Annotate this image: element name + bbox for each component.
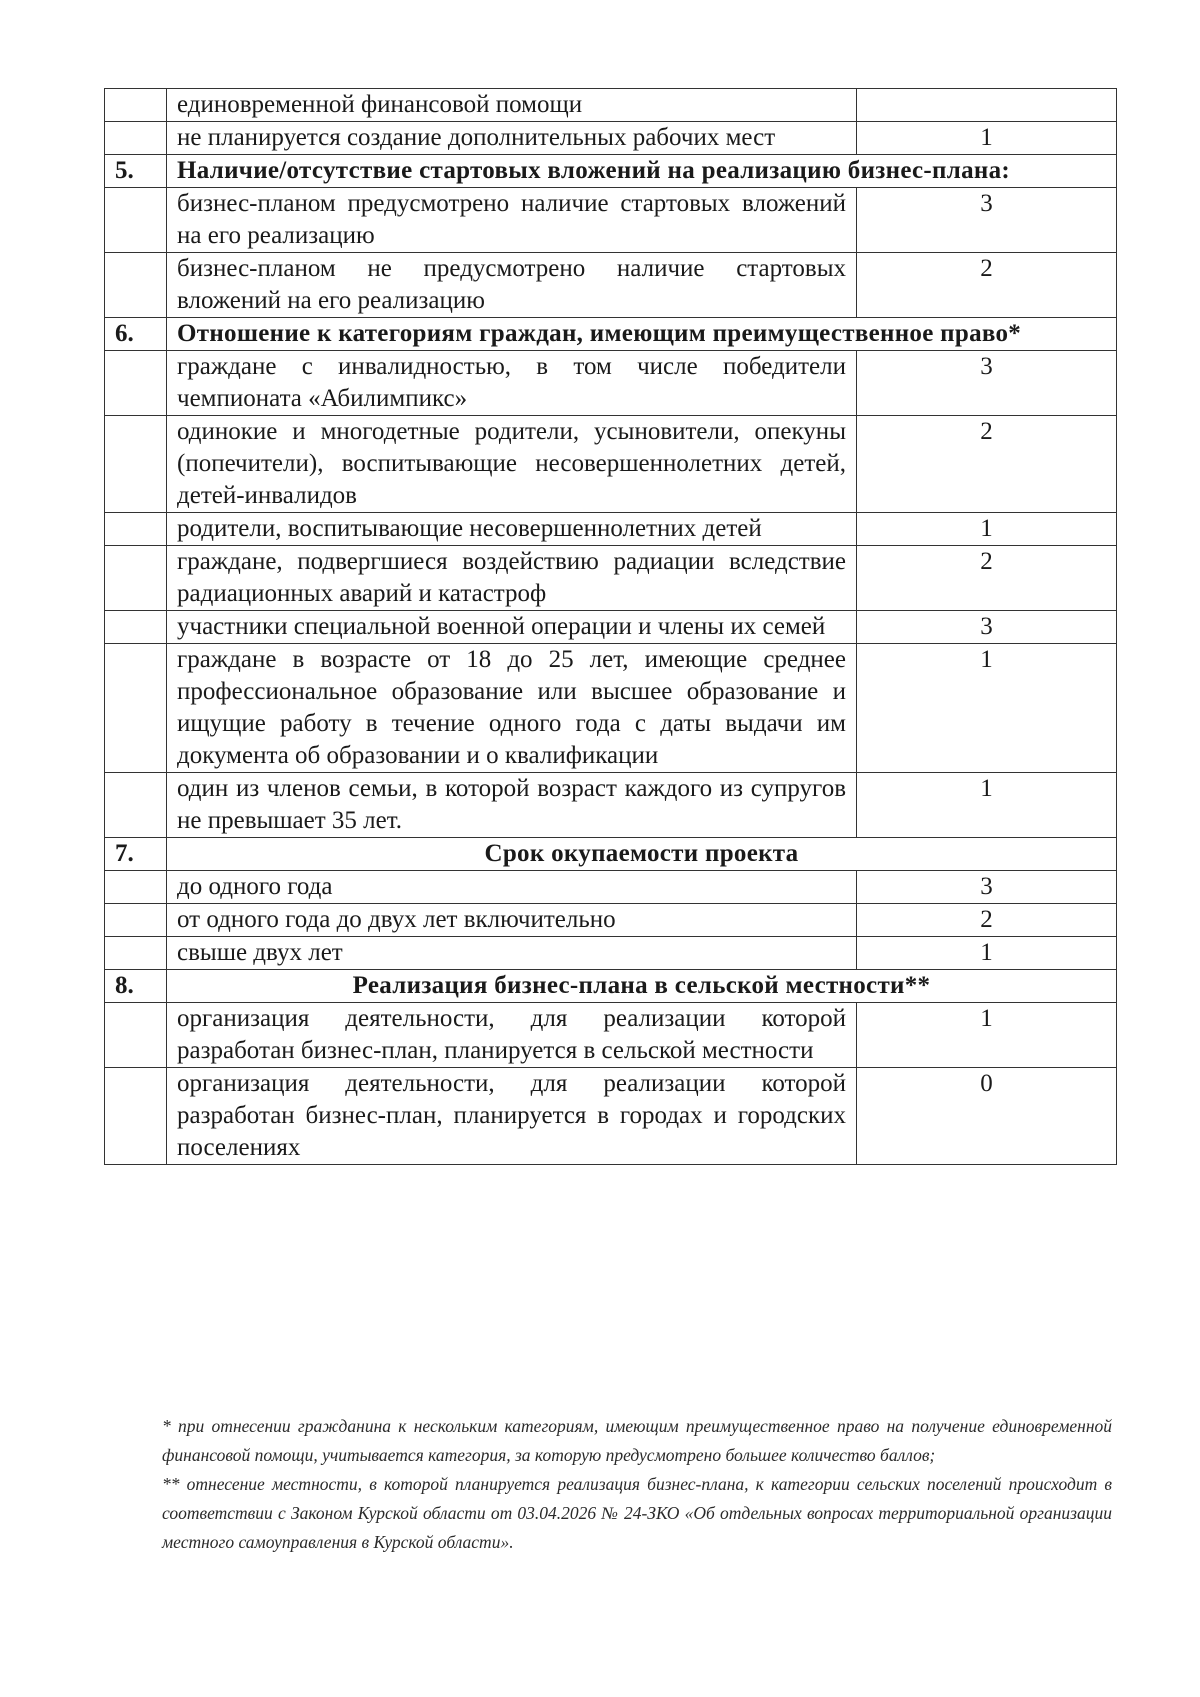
section-title: Наличие/отсутствие стартовых вложений на реализацию бизнес-плана: <box>167 155 1117 188</box>
criterion-row <box>105 188 1117 253</box>
criterion-text: организация деятельности, для реализации которой разработан бизнес-план, планируется в сельской местности <box>167 1003 857 1068</box>
section-number: 7. <box>105 838 167 871</box>
criterion-text: бизнес-планом не предусмотрено наличие стартовых вложений на его реализацию <box>167 253 857 318</box>
criterion-row <box>105 253 1117 318</box>
section-number: 8. <box>105 970 167 1003</box>
empty-number-cell <box>105 1068 167 1165</box>
criterion-text: единовременной финансовой помощи <box>167 89 857 122</box>
empty-number-cell <box>105 253 167 318</box>
criterion-text: свыше двух лет <box>167 937 857 970</box>
criterion-row <box>105 937 1117 970</box>
empty-number-cell <box>105 644 167 773</box>
score-value <box>857 89 1117 122</box>
criterion-text: родители, воспитывающие несовершеннолетних детей <box>167 513 857 546</box>
score-value: 3 <box>857 351 1117 416</box>
criterion-text: участники специальной военной операции и члены их семей <box>167 611 857 644</box>
criterion-row <box>105 871 1117 904</box>
criterion-row <box>105 644 1117 773</box>
section-number: 5. <box>105 155 167 188</box>
score-value: 2 <box>857 253 1117 318</box>
criterion-row <box>105 773 1117 838</box>
footnotes <box>162 1412 1112 1557</box>
criterion-text: граждане с инвалидностью, в том числе победители чемпионата «Абилимпикс» <box>167 351 857 416</box>
footnote-preferential-categories: * при отнесении гражданина к нескольким категориям, имеющим преимущественное право на получение единовременной финансовой помощи, учитывается категория, за которую предусмотрено большее количество баллов; <box>162 1416 1112 1465</box>
section-title: Отношение к категориям граждан, имеющим преимущественное право* <box>167 318 1117 351</box>
empty-number-cell <box>105 351 167 416</box>
empty-number-cell <box>105 773 167 838</box>
criterion-text: граждане в возрасте от 18 до 25 лет, имеющие среднее профессиональное образование или высшее образование и ищущие работу в течение одного года с даты выдачи им документа об образовании и о квалификации <box>167 644 857 773</box>
criterion-text: организация деятельности, для реализации которой разработан бизнес-план, планируется в городах и городских поселениях <box>167 1068 857 1165</box>
score-value: 1 <box>857 122 1117 155</box>
score-value: 2 <box>857 904 1117 937</box>
criterion-row <box>105 416 1117 513</box>
section-title: Реализация бизнес-плана в сельской местности** <box>167 970 1117 1003</box>
section-row <box>105 155 1117 188</box>
criteria-table <box>104 88 1117 1165</box>
criterion-text: один из членов семьи, в которой возраст каждого из супругов не превышает 35 лет. <box>167 773 857 838</box>
section-row <box>105 838 1117 871</box>
empty-number-cell <box>105 416 167 513</box>
score-value: 2 <box>857 416 1117 513</box>
section-row <box>105 318 1117 351</box>
empty-number-cell <box>105 89 167 122</box>
score-value: 1 <box>857 937 1117 970</box>
score-value: 1 <box>857 513 1117 546</box>
criterion-text: граждане, подвергшиеся воздействию радиации вследствие радиационных аварий и катастроф <box>167 546 857 611</box>
section-row <box>105 970 1117 1003</box>
section-title: Срок окупаемости проекта <box>167 838 1117 871</box>
empty-number-cell <box>105 937 167 970</box>
criterion-text: одинокие и многодетные родители, усыновители, опекуны (попечители), воспитывающие несовершеннолетних детей, детей-инвалидов <box>167 416 857 513</box>
criterion-row <box>105 611 1117 644</box>
score-value: 3 <box>857 611 1117 644</box>
empty-number-cell <box>105 546 167 611</box>
empty-number-cell <box>105 513 167 546</box>
score-value: 1 <box>857 773 1117 838</box>
empty-number-cell <box>105 122 167 155</box>
criterion-text: до одного года <box>167 871 857 904</box>
empty-number-cell <box>105 188 167 253</box>
criterion-row <box>105 122 1117 155</box>
score-value: 1 <box>857 644 1117 773</box>
section-number: 6. <box>105 318 167 351</box>
criterion-row <box>105 89 1117 122</box>
criterion-row <box>105 1068 1117 1165</box>
criterion-row <box>105 351 1117 416</box>
score-value: 2 <box>857 546 1117 611</box>
criterion-row <box>105 546 1117 611</box>
empty-number-cell <box>105 1003 167 1068</box>
score-value: 3 <box>857 871 1117 904</box>
criterion-text: от одного года до двух лет включительно <box>167 904 857 937</box>
empty-number-cell <box>105 611 167 644</box>
criteria-table-body <box>105 89 1117 1165</box>
empty-number-cell <box>105 904 167 937</box>
score-value: 1 <box>857 1003 1117 1068</box>
criterion-text: бизнес-планом предусмотрено наличие стартовых вложений на его реализацию <box>167 188 857 253</box>
footnote-rural-settlements: ** отнесение местности, в которой планируется реализация бизнес-плана, к категории сельских поселений происходит в соответствии с Законом Курской области от 03.04.2026 № 24-ЗКО «Об отдельных вопросах территориальной организации местного самоуправления в Курской области». <box>162 1474 1112 1552</box>
score-value: 0 <box>857 1068 1117 1165</box>
score-value: 3 <box>857 188 1117 253</box>
empty-number-cell <box>105 871 167 904</box>
criterion-text: не планируется создание дополнительных рабочих мест <box>167 122 857 155</box>
criterion-row <box>105 1003 1117 1068</box>
criterion-row <box>105 904 1117 937</box>
criterion-row <box>105 513 1117 546</box>
